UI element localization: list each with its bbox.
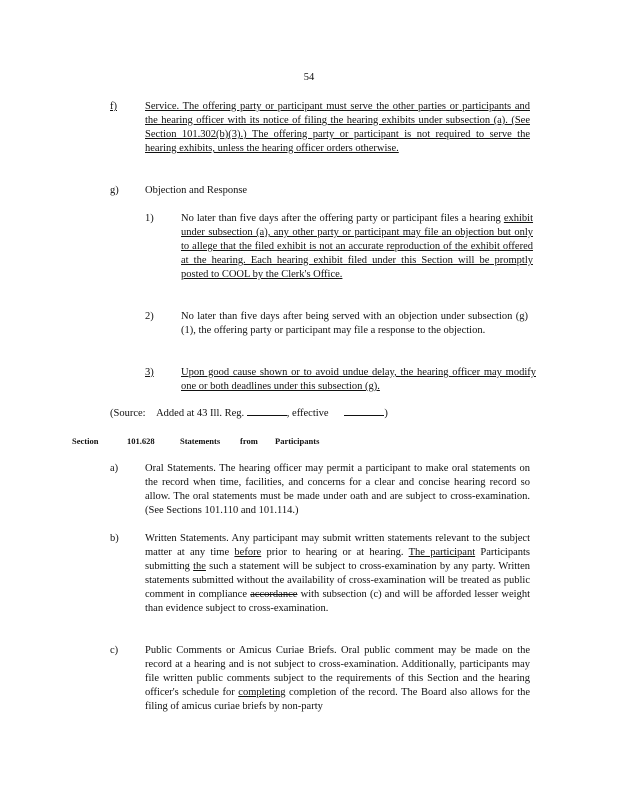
subsection-b-text <box>145 532 530 616</box>
subsection-g-heading: Objection and Response <box>145 185 248 196</box>
source-note <box>110 406 388 421</box>
source-effective: , effective <box>286 408 329 419</box>
subsection-b-label: b) <box>110 533 119 544</box>
section-title-2: from <box>240 436 258 446</box>
subsection-f-text: Service. The offering party or participant must serve the other parties or participants and the hearing officer with its notice of filing the hearing exhibits under subsection (a). (See Section 101.302(b)(3).) The offering party or participant is not required to serve the hearing exhibits, unless the hearing officer orders otherwise. <box>145 101 530 154</box>
item-g3-label: 3) <box>145 367 154 378</box>
section-number: 101.628 <box>127 436 155 446</box>
subsection-b-seg5: Participants submitting <box>145 547 530 572</box>
subsection-g-label: g) <box>110 185 119 196</box>
item-g2-label: 2) <box>145 311 154 322</box>
subsection-b-seg6-inserted: the <box>193 561 206 572</box>
subsection-b-seg4-inserted: The participant <box>408 547 476 558</box>
subsection-f-label: f) <box>110 101 117 112</box>
subsection-b-seg3: prior to hearing or at hearing. <box>266 547 404 558</box>
subsection-c-seg1: Public Comments or Amicus Curiae Briefs. Oral public comment may be made on the record at a hearing and is not subject to cross-examination. Additionally, participants may file written public comments subject to the requirements of this Section and the hearing officer's schedule for <box>145 645 530 698</box>
source-middle: Added at 43 Ill. Reg. <box>156 408 245 419</box>
page-number: 54 <box>303 72 315 83</box>
item-g1-text-plain: No later than five days after the offering party or participant files a hearing <box>181 213 501 224</box>
subsection-a-label: a) <box>110 463 119 474</box>
item-g1-text-inserted: exhibit under subsection (a), any other party or participant may file an objection but only to allege that the filed exhibit is not an accurate reproduction of the exhibit offered at the hearing. Each hearing exhibit filed under this Section will be promptly posted to COOL by the Clerk's Office. <box>181 213 534 280</box>
subsection-c-text <box>145 644 530 714</box>
section-title-1: Statements <box>180 436 221 446</box>
subsection-b-seg7: such a statement will be subject to cross-examination by any party. Written statements submitted without the availability of cross-examination will be treated as public comment in compliance <box>145 561 531 600</box>
subsection-b-seg2-inserted: before <box>234 547 262 558</box>
subsection-b-seg9: with subsection (c) and will be afforded lesser weight than evidence subject to cross-examination. <box>145 589 530 614</box>
subsection-b-seg1: Written Statements. Any participant may submit written statements relevant to the subject matter at any time <box>145 533 530 558</box>
subsection-a-text: Oral Statements. The hearing officer may permit a participant to make oral statements on the record when time, facilities, and concerns for a clear and concise hearing record so allow. The oral statements must be made under oath and are subject to cross-examination. (See Sections 101.110 and 101.114.) <box>145 463 530 516</box>
source-end: ) <box>384 408 388 419</box>
item-g3-text: Upon good cause shown or to avoid undue delay, the hearing officer may modify one or both deadlines under this subsection (g). <box>181 367 536 392</box>
subsection-b-seg8-deleted: accordance <box>250 589 298 600</box>
source-blank-2 <box>344 406 384 416</box>
item-g1-text <box>181 212 533 282</box>
subsection-c-seg2-inserted: completing <box>238 687 286 698</box>
item-g2-text: No later than five days after being served with an objection under subsection (g)(1), the offering party or participant may file a response to the objection. <box>181 311 528 336</box>
subsection-c-seg3: completion of the record. The Board also allows for the filing of amicus curiae briefs by non-party <box>145 687 531 712</box>
source-prefix: (Source: <box>110 408 146 419</box>
section-title-3: Participants <box>275 436 320 446</box>
subsection-c-label: c) <box>110 645 119 656</box>
item-g1-label: 1) <box>145 213 154 224</box>
section-label: Section <box>72 436 99 446</box>
source-blank-1 <box>247 406 287 416</box>
